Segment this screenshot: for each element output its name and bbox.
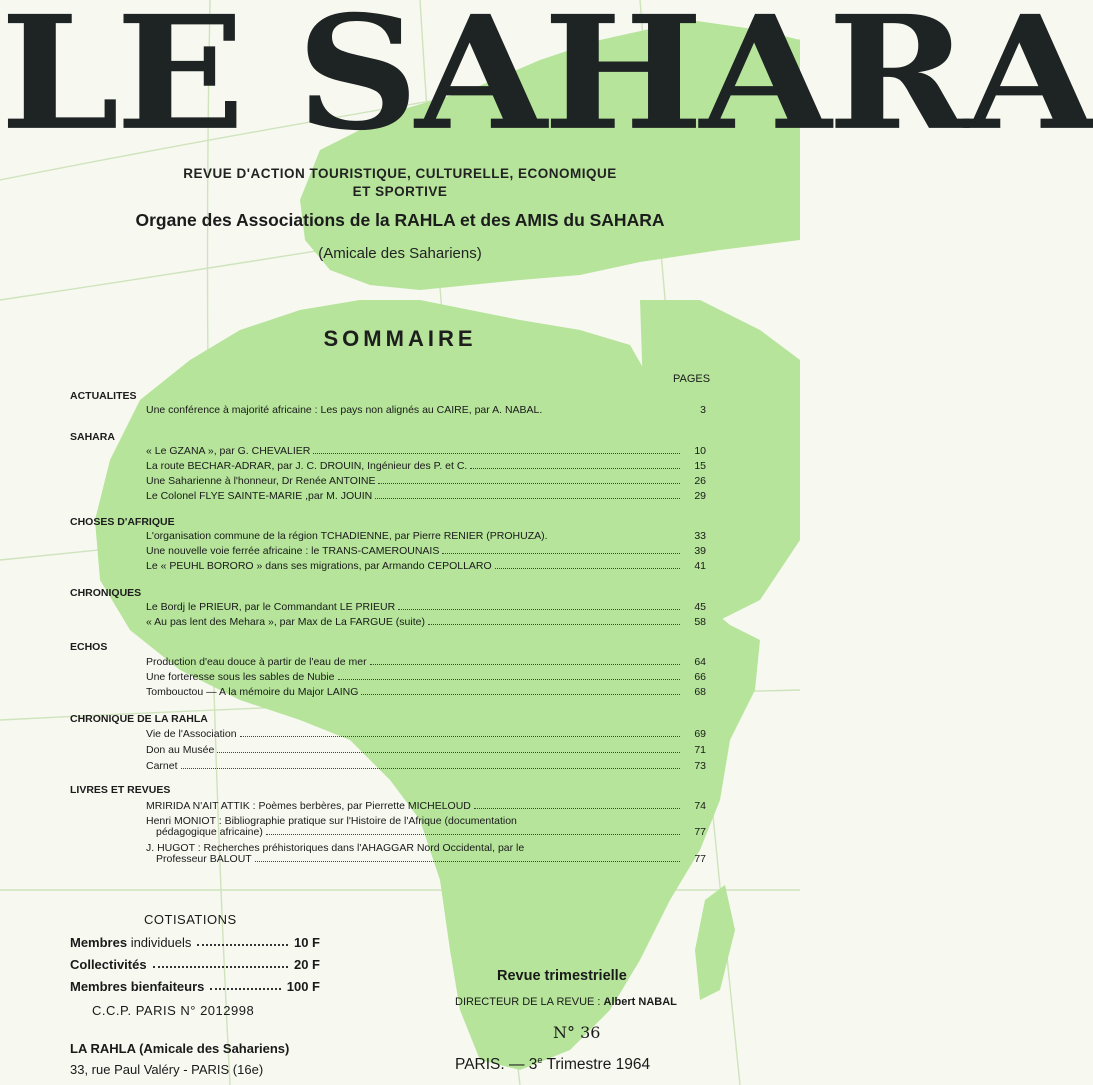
toc-entry bbox=[146, 801, 706, 812]
toc-entry-page: 69 bbox=[694, 728, 706, 740]
toc-entry bbox=[146, 491, 706, 502]
toc-entry-title: « Le GZANA », par G. CHEVALIER bbox=[146, 445, 311, 457]
toc-entry-page: 73 bbox=[694, 760, 706, 772]
toc-entry-title: Le Bordj le PRIEUR, par le Commandant LE PRIEUR bbox=[146, 601, 396, 613]
toc-entry bbox=[146, 405, 706, 416]
toc-entry-title: Le Colonel FLYE SAINTE-MARIE ,par M. JOUIN bbox=[146, 490, 373, 502]
toc-entry-title: L'organisation commune de la région TCHADIENNE, par Pierre RENIER (PROHUZA). bbox=[146, 530, 548, 542]
directeur-name: Albert NABAL bbox=[603, 996, 677, 1008]
section-title-chronique-de-la-rahla: CHRONIQUE DE LA RAHLA bbox=[70, 713, 208, 725]
subtitle-line-1: REVUE D'ACTION TOURISTIQUE, CULTURELLE, ECONOMIQUE bbox=[183, 166, 617, 181]
toc-entry bbox=[146, 476, 706, 487]
issue-date-sup: e bbox=[537, 1055, 543, 1065]
toc-entry-page: 64 bbox=[694, 656, 706, 668]
toc-entry-page: 77 bbox=[694, 826, 706, 838]
cotisation-row bbox=[70, 957, 320, 972]
toc-entry bbox=[146, 561, 706, 572]
toc-entry bbox=[146, 761, 706, 772]
rahla-name: LA RAHLA (Amicale des Sahariens) bbox=[70, 1041, 290, 1056]
revue-directeur bbox=[455, 996, 677, 1008]
toc-entry bbox=[146, 602, 706, 613]
toc-entry bbox=[146, 531, 706, 542]
pages-column-header: PAGES bbox=[673, 373, 711, 385]
toc-entry-title: Une Saharienne à l'honneur, Dr Renée ANTOINE bbox=[146, 475, 376, 487]
toc-entry-title: La route BECHAR-ADRAR, par J. C. DROUIN, Ingénieur des P. et C. bbox=[146, 460, 468, 472]
toc-entry-title: « Au pas lent des Mehara », par Max de La FARGUE (suite) bbox=[146, 616, 425, 628]
section-title-actualites: ACTUALITES bbox=[70, 390, 137, 402]
issue-number: N° 36 bbox=[553, 1023, 601, 1042]
issue-date-pre: PARIS. — 3 bbox=[455, 1056, 538, 1074]
cotisations-heading: COTISATIONS bbox=[144, 912, 237, 927]
section-title-choses-d-afrique: CHOSES D'AFRIQUE bbox=[70, 516, 175, 528]
cotisation-amount: 100 F bbox=[286, 979, 320, 994]
toc-entry-line2 bbox=[156, 827, 706, 838]
toc-entry-title: Une nouvelle voie ferrée africaine : le TRANS-CAMEROUNAIS bbox=[146, 545, 440, 557]
toc-entry bbox=[146, 446, 706, 457]
toc-entry-title: Le « PEUHL BORORO » dans ses migrations, par Armando CEPOLLARO bbox=[146, 560, 492, 572]
cotisation-amount: 20 F bbox=[293, 957, 320, 972]
cotisation-label-bold: Membres bbox=[70, 935, 128, 950]
toc-entry-page: 3 bbox=[700, 404, 706, 416]
toc-entry-page: 77 bbox=[694, 853, 706, 865]
toc-entry-page: 45 bbox=[694, 601, 706, 613]
toc-entry bbox=[146, 729, 706, 740]
cotisation-row bbox=[70, 935, 320, 950]
toc-entry-line2 bbox=[156, 854, 706, 865]
subtitle-line-2: ET SPORTIVE bbox=[352, 184, 448, 199]
ccp-account: C.C.P. PARIS N° 2012998 bbox=[92, 1003, 255, 1018]
toc-entry-page: 71 bbox=[694, 744, 706, 756]
toc-entry-title: Don au Musée bbox=[146, 744, 215, 756]
toc-entry-page: 26 bbox=[694, 475, 706, 487]
toc-entry-page: 39 bbox=[694, 545, 706, 557]
toc-entry-title-line1: Henri MONIOT : Bibliographie pratique sur l'Histoire de l'Afrique (documentation bbox=[146, 815, 517, 827]
toc-entry bbox=[146, 745, 706, 756]
toc-entry-page: 74 bbox=[694, 800, 706, 812]
sommaire-heading: SOMMAIRE bbox=[323, 326, 477, 351]
toc-entry-title: Carnet bbox=[146, 760, 178, 772]
magazine-title: LE SAHARA bbox=[0, 0, 1093, 166]
cotisation-label-normal: individuels bbox=[127, 935, 192, 950]
organe-line: Organe des Associations de la RAHLA et des AMIS du SAHARA bbox=[135, 210, 665, 230]
toc-entry-title-line2: pédagogique africaine) bbox=[156, 826, 263, 838]
toc-entry bbox=[146, 461, 706, 472]
toc-entry bbox=[146, 687, 706, 698]
toc-entry-title: Une conférence à majorité africaine : Les pays non alignés au CAIRE, par A. NABAL. bbox=[146, 404, 543, 416]
section-title-echos: ECHOS bbox=[70, 641, 108, 653]
toc-entry-title-line2: Professeur BALOUT bbox=[156, 853, 252, 865]
cotisation-amount: 10 F bbox=[293, 935, 320, 950]
toc-entry-page: 15 bbox=[694, 460, 706, 472]
section-title-sahara: SAHARA bbox=[70, 431, 115, 443]
issue-date-post: Trimestre 1964 bbox=[542, 1056, 651, 1074]
toc-entry-page: 68 bbox=[694, 686, 706, 698]
toc-entry-title: Une forteresse sous les sables de Nubie bbox=[146, 671, 335, 683]
toc-entry-page: 41 bbox=[694, 560, 706, 572]
section-title-livres-et-revues: LIVRES ET REVUES bbox=[70, 784, 171, 796]
toc-entry-page: 29 bbox=[694, 490, 706, 502]
toc-entry-page: 58 bbox=[694, 616, 706, 628]
toc-entry bbox=[146, 617, 706, 628]
toc-entry-page: 10 bbox=[694, 445, 706, 457]
toc-entry-page: 66 bbox=[694, 671, 706, 683]
toc-entry bbox=[146, 546, 706, 557]
cotisation-row bbox=[70, 979, 320, 994]
rahla-address: 33, rue Paul Valéry - PARIS (16e) bbox=[70, 1062, 264, 1077]
toc-entry bbox=[146, 672, 706, 683]
revue-frequency: Revue trimestrielle bbox=[497, 968, 627, 984]
toc-entry-page: 33 bbox=[694, 530, 706, 542]
toc-entry-title: Tombouctou — A la mémoire du Major LAING bbox=[146, 686, 359, 698]
cotisation-label-bold: Membres bienfaiteurs bbox=[70, 979, 205, 994]
section-title-chroniques: CHRONIQUES bbox=[70, 587, 142, 599]
directeur-label: DIRECTEUR DE LA REVUE : bbox=[455, 996, 604, 1008]
toc-entry-title: Production d'eau douce à partir de l'eau de mer bbox=[146, 656, 367, 668]
cotisation-label-bold: Collectivités bbox=[70, 957, 147, 972]
toc-entry-title: Vie de l'Association bbox=[146, 728, 237, 740]
amicale-line: (Amicale des Sahariens) bbox=[318, 245, 482, 262]
toc-entry-title-line1: J. HUGOT : Recherches préhistoriques dans l'AHAGGAR Nord Occidental, par le bbox=[146, 842, 525, 854]
toc-entry-title: MRIRIDA N'AIT ATTIK : Poèmes berbères, par Pierrette MICHELOUD bbox=[146, 800, 471, 812]
toc-entry bbox=[146, 657, 706, 668]
issue-date bbox=[455, 1055, 650, 1074]
